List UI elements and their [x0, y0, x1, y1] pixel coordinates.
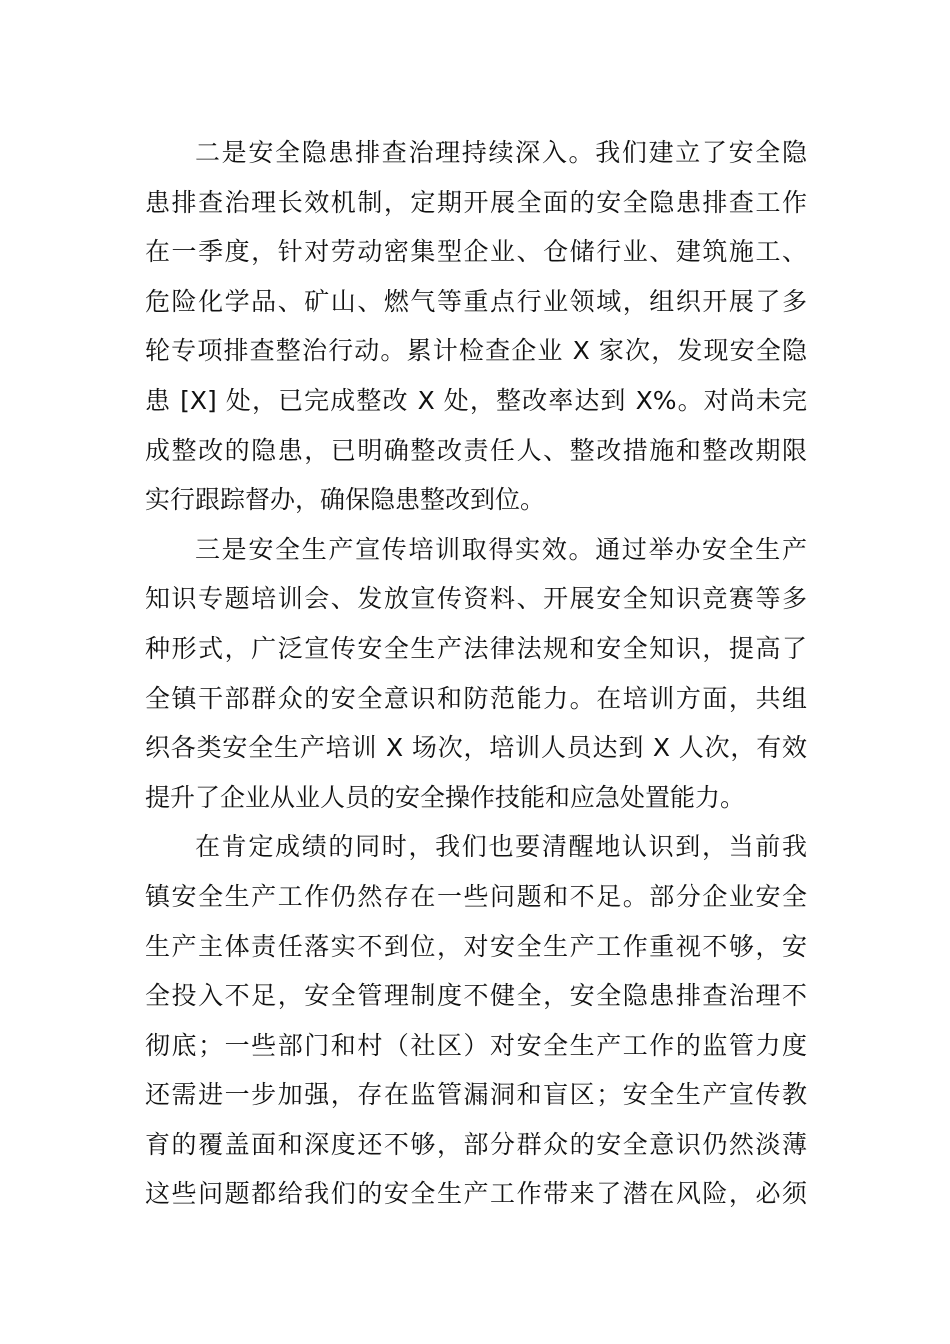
paragraph-line: 这些问题都给我们的安全生产工作带来了潜在风险，必须: [145, 1179, 807, 1209]
paragraph-line: 种形式，广泛宣传安全生产法律法规和安全知识，提高了: [145, 633, 807, 663]
paragraph-line: 轮专项排查整治行动。累计检查企业 X 家次，发现安全隐: [145, 336, 807, 366]
paragraph-line: 生产主体责任落实不到位，对安全生产工作重视不够，安: [145, 931, 807, 961]
paragraph-line: 实行跟踪督办，确保隐患整改到位。: [145, 485, 546, 515]
paragraph-line: 三是安全生产宣传培训取得实效。通过举办安全生产: [195, 534, 807, 564]
document-body: [145, 128, 807, 1219]
paragraph-line: 危险化学品、矿山、燃气等重点行业领域，组织开展了多: [145, 286, 807, 316]
paragraph-line: 育的覆盖面和深度还不够，部分群众的安全意识仍然淡薄: [145, 1129, 807, 1159]
paragraph-line: 镇安全生产工作仍然存在一些问题和不足。部分企业安全: [145, 881, 807, 911]
paragraph-line: 在肯定成绩的同时，我们也要清醒地认识到，当前我: [195, 832, 807, 862]
paragraph-line: 织各类安全生产培训 X 场次，培训人员达到 X 人次，有效: [145, 733, 807, 763]
paragraph-safety-training: [145, 525, 807, 823]
paragraph-line: 还需进一步加强，存在监管漏洞和盲区；安全生产宣传教: [145, 1080, 807, 1110]
paragraph-line: 彻底；一些部门和村（社区）对安全生产工作的监管力度: [145, 1030, 807, 1060]
paragraph-line: 全镇干部群众的安全意识和防范能力。在培训方面，共组: [145, 683, 807, 713]
paragraph-line: 提升了企业从业人员的安全操作技能和应急处置能力。: [145, 782, 746, 812]
paragraph-line: 知识专题培训会、发放宣传资料、开展安全知识竞赛等多: [145, 584, 807, 614]
paragraph-problems: [145, 822, 807, 1219]
paragraph-line: 二是安全隐患排查治理持续深入。我们建立了安全隐: [195, 138, 807, 167]
paragraph-hazard-inspection: [145, 128, 807, 525]
paragraph-line: 全投入不足，安全管理制度不健全，安全隐患排查治理不: [145, 981, 807, 1011]
paragraph-line: 患排查治理长效机制，定期开展全面的安全隐患排查工作: [145, 187, 807, 217]
paragraph-line: 患 [X] 处，已完成整改 X 处，整改率达到 X%。对尚未完: [145, 385, 807, 415]
paragraph-line: 在一季度，针对劳动密集型企业、仓储行业、建筑施工、: [145, 237, 807, 267]
paragraph-line: 成整改的隐患，已明确整改责任人、整改措施和整改期限: [145, 435, 807, 465]
